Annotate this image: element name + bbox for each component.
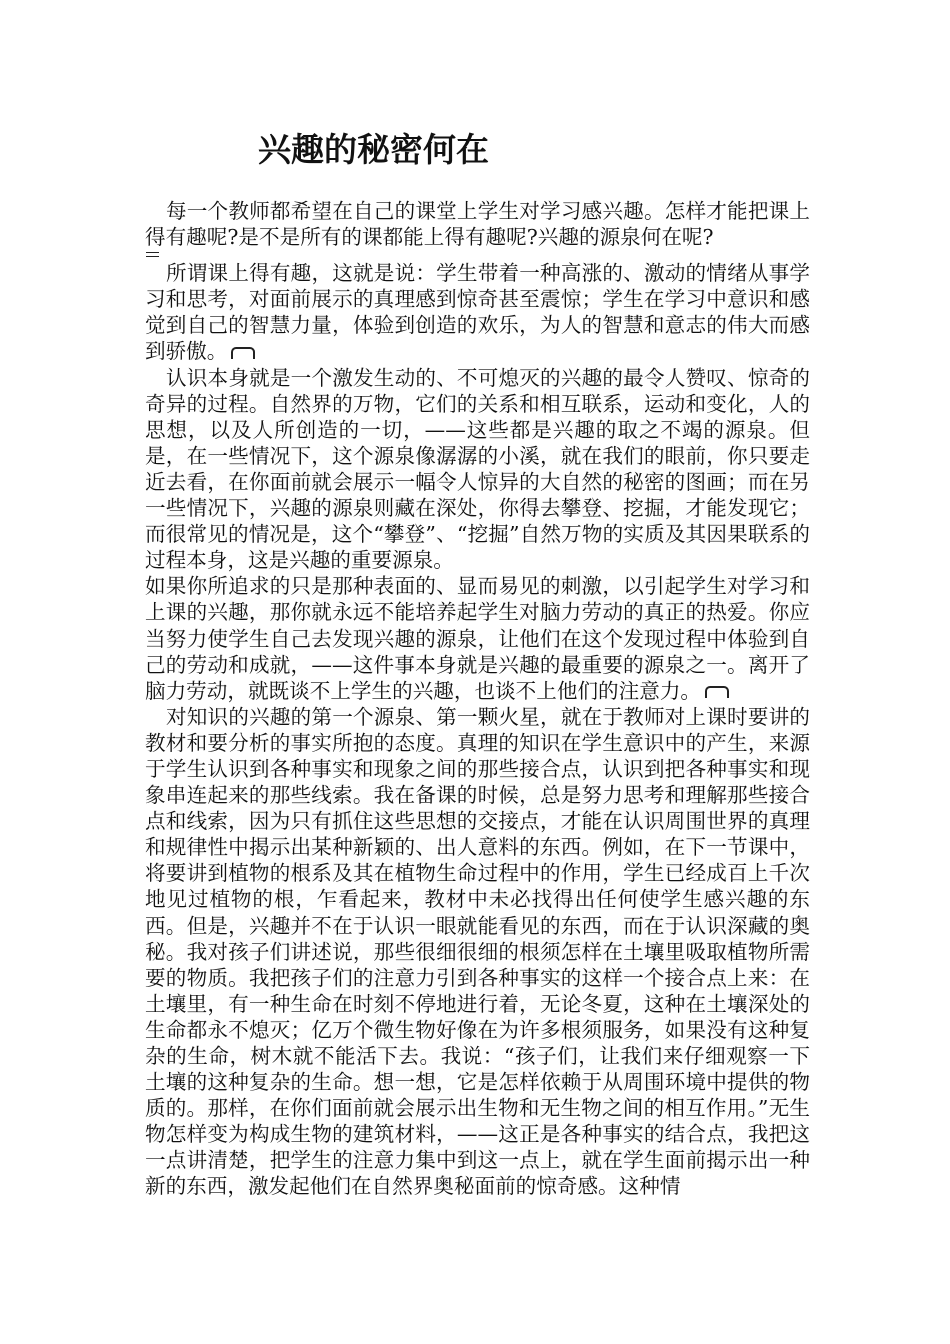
document-title: 兴趣的秘密何在 [258, 130, 489, 169]
paragraph-2-text: 所谓课上得有趣，这就是说：学生带着一种高涨的、激动的情绪从事学习和思考，对面前展示的真理感到惊奇甚至震惊；学生在学习中意识和感觉到自己的智慧力量，体验到创造的欢乐，为人的智慧和意志的伟大而感到骄傲。 [145, 261, 810, 364]
paragraph-2 [145, 260, 810, 364]
paragraph-mark-icon [145, 250, 159, 260]
paragraph-3: 认识本身就是一个激发生动的、不可熄灭的兴趣的最令人赞叹、惊奇的奇异的过程。自然界的万物，它们的关系和相互联系，运动和变化，人的思想，以及人所创造的一切，——这些都是兴趣的取之不竭的源泉。但是，在一些情况下，这个源泉像潺潺的小溪，就在我们的眼前，你只要走近去看，在你面前就会展示一幅令人惊异的大自然的秘密的图画；而在另一些情况下，兴趣的源泉则藏在深处，你得去攀登、挖掘，才能发现它；而很常见的情况是，这个“攀登”、“挖掘”自然万物的实质及其因果联系的过程本身，这是兴趣的重要源泉。 [145, 365, 810, 573]
paragraph-mark-icon [705, 686, 729, 698]
paragraph-5: 对知识的兴趣的第一个源泉、第一颗火星，就在于教师对上课时要讲的教材和要分析的事实所抱的态度。真理的知识在学生意识中的产生，来源于学生认识到各种事实和现象之间的那些接合点，认识到把各种事实和现象串连起来的那些线索。我在备课的时候，总是努力思考和理解那些接合点和线索，因为只有抓住这些思想的交接点，才能在认识周围世界的真理和规律性中揭示出某种新颖的、出人意料的东西。例如，在下一节课中，将要讲到植物的根系及其在植物生命过程中的作用，学生已经成百上千次地见过植物的根，乍看起来，教材中未必找得出任何使学生感兴趣的东西。但是，兴趣并不在于认识一眼就能看见的东西，而在于认识深藏的奥秘。我对孩子们讲述说，那些很细很细的根须怎样在土壤里吸取植物所需要的物质。我把孩子们的注意力引到各种事实的这样一个接合点上来：在土壤里，有一种生命在时刻不停地进行着，无论冬夏，这种在土壤深处的生命都永不熄灭；亿万个微生物好像在为许多根须服务，如果没有这种复杂的生命，树木就不能活下去。我说：“孩子们，让我们来仔细观察一下土壤的这种复杂的生命。想一想，它是怎样依赖于从周围环境中提供的物质的。那样，在你们面前就会展示出生物和无生物之间的相互作用。”无生物怎样变为构成生物的建筑材料，——这正是各种事实的结合点，我把这一点讲清楚，把学生的注意力集中到这一点上，就在学生面前揭示出一种新的东西，激发起他们在自然界奥秘面前的惊奇感。这种情 [145, 704, 810, 1199]
document-body [145, 198, 810, 1200]
paragraph-4-text: 如果你所追求的只是那种表面的、显而易见的刺激，以引起学生对学习和上课的兴趣，那你就永远不能培养起学生对脑力劳动的真正的热爱。你应当努力使学生自己去发现兴趣的源泉，让他们在这个发现过程中体验到自己的劳动和成就，——这件事本身就是兴趣的最重要的源泉之一。离开了脑力劳动，就既谈不上学生的兴趣，也谈不上他们的注意力。 [145, 574, 810, 703]
paragraph-mark-icon [231, 347, 255, 359]
paragraph-4 [145, 573, 810, 703]
paragraph-1: 每一个教师都希望在自己的课堂上学生对学习感兴趣。怎样才能把课上得有趣呢?是不是所有的课都能上得有趣呢?兴趣的源泉何在呢? [145, 199, 810, 250]
